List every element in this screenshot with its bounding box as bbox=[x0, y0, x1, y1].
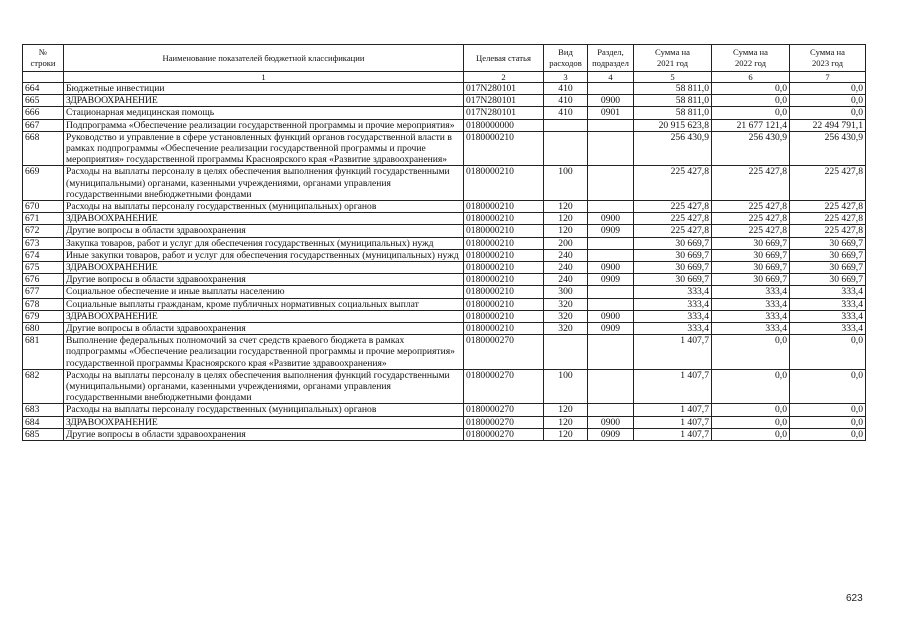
table-row bbox=[23, 335, 866, 370]
indicator-name: Расходы на выплаты персоналу государственных (муниципальных) органов bbox=[64, 404, 464, 416]
sum-2022: 0,0 bbox=[712, 369, 790, 404]
sum-2021: 1 407,7 bbox=[634, 416, 712, 428]
sum-2022: 333,4 bbox=[712, 298, 790, 310]
header-indicator-name: Наименование показателей бюджетной классификации bbox=[64, 45, 464, 72]
target-article: 0180000210 bbox=[464, 323, 544, 335]
sum-2021: 30 669,7 bbox=[634, 249, 712, 261]
header-row-number: № строки bbox=[23, 45, 64, 72]
target-article: 0180000270 bbox=[464, 369, 544, 404]
indicator-name: Другие вопросы в области здравоохранения bbox=[64, 428, 464, 440]
sum-2021: 1 407,7 bbox=[634, 335, 712, 370]
section-code bbox=[588, 83, 634, 95]
table-row bbox=[23, 404, 866, 416]
row-number: 668 bbox=[23, 131, 64, 166]
table-row bbox=[23, 286, 866, 298]
sum-2022: 30 669,7 bbox=[712, 249, 790, 261]
expense-type: 120 bbox=[544, 404, 588, 416]
sum-2023: 333,4 bbox=[790, 310, 866, 322]
sum-2023: 0,0 bbox=[790, 95, 866, 107]
sum-2023: 0,0 bbox=[790, 428, 866, 440]
target-article: 017N280101 bbox=[464, 83, 544, 95]
expense-type: 240 bbox=[544, 249, 588, 261]
sum-2021: 58 811,0 bbox=[634, 83, 712, 95]
target-article: 017N280101 bbox=[464, 107, 544, 119]
expense-type: 100 bbox=[544, 369, 588, 404]
table-row bbox=[23, 201, 866, 213]
section-code bbox=[588, 404, 634, 416]
sum-2022: 0,0 bbox=[712, 107, 790, 119]
sum-2022: 225 427,8 bbox=[712, 213, 790, 225]
sum-2022: 30 669,7 bbox=[712, 274, 790, 286]
sum-2022: 225 427,8 bbox=[712, 201, 790, 213]
sum-2023: 0,0 bbox=[790, 416, 866, 428]
indicator-name: Стационарная медицинская помощь bbox=[64, 107, 464, 119]
sum-2021: 30 669,7 bbox=[634, 262, 712, 274]
section-code: 0900 bbox=[588, 262, 634, 274]
target-article: 0180000210 bbox=[464, 310, 544, 322]
expense-type: 120 bbox=[544, 213, 588, 225]
indicator-name: Подпрограмма «Обеспечение реализации государственной программы и прочие мероприятия» bbox=[64, 119, 464, 131]
sum-2023: 225 427,8 bbox=[790, 225, 866, 237]
sum-2021: 333,4 bbox=[634, 286, 712, 298]
table-row bbox=[23, 262, 866, 274]
sum-2021: 225 427,8 bbox=[634, 225, 712, 237]
sum-2021: 225 427,8 bbox=[634, 213, 712, 225]
row-number: 667 bbox=[23, 119, 64, 131]
indicator-name: Бюджетные инвестиции bbox=[64, 83, 464, 95]
table-row bbox=[23, 237, 866, 249]
column-number: 6 bbox=[712, 72, 790, 83]
target-article: 0180000210 bbox=[464, 298, 544, 310]
sum-2023: 30 669,7 bbox=[790, 274, 866, 286]
table-row bbox=[23, 225, 866, 237]
row-number: 685 bbox=[23, 428, 64, 440]
table-row bbox=[23, 83, 866, 95]
row-number: 665 bbox=[23, 95, 64, 107]
target-article: 0180000210 bbox=[464, 274, 544, 286]
sum-2021: 1 407,7 bbox=[634, 428, 712, 440]
indicator-name: Другие вопросы в области здравоохранения bbox=[64, 225, 464, 237]
indicator-name: Социальные выплаты гражданам, кроме публичных нормативных социальных выплат bbox=[64, 298, 464, 310]
sum-2021: 333,4 bbox=[634, 298, 712, 310]
indicator-name: Выполнение федеральных полномочий за счет средств краевого бюджета в рамках подпрограммы «Обеспечение реализации государственной программы и прочие мероприятия» государственной программы Красноярского края «Развитие здравоохранения» bbox=[64, 335, 464, 370]
section-code bbox=[588, 286, 634, 298]
column-number: 1 bbox=[64, 72, 464, 83]
sum-2022: 30 669,7 bbox=[712, 262, 790, 274]
sum-2021: 1 407,7 bbox=[634, 369, 712, 404]
expense-type bbox=[544, 131, 588, 166]
section-code: 0900 bbox=[588, 310, 634, 322]
sum-2022: 30 669,7 bbox=[712, 237, 790, 249]
section-code bbox=[588, 201, 634, 213]
target-article: 0180000210 bbox=[464, 237, 544, 249]
expense-type: 120 bbox=[544, 416, 588, 428]
sum-2021: 58 811,0 bbox=[634, 95, 712, 107]
target-article: 0180000210 bbox=[464, 225, 544, 237]
table-row bbox=[23, 310, 866, 322]
sum-2021: 30 669,7 bbox=[634, 237, 712, 249]
header-target-article: Целевая статья bbox=[464, 45, 544, 72]
sum-2022: 0,0 bbox=[712, 335, 790, 370]
column-number: 7 bbox=[790, 72, 866, 83]
target-article: 0180000000 bbox=[464, 119, 544, 131]
table-row bbox=[23, 107, 866, 119]
indicator-name: Расходы на выплаты персоналу в целях обеспечения выполнения функций государственными (муниципальными) органами, казенными учреждениями, органами управления государственными внебюджетными фондами bbox=[64, 369, 464, 404]
sum-2023: 333,4 bbox=[790, 298, 866, 310]
target-article: 0180000210 bbox=[464, 249, 544, 261]
sum-2023: 0,0 bbox=[790, 369, 866, 404]
target-article: 0180000270 bbox=[464, 416, 544, 428]
sum-2022: 225 427,8 bbox=[712, 225, 790, 237]
target-article: 0180000210 bbox=[464, 166, 544, 201]
table-row bbox=[23, 369, 866, 404]
section-code bbox=[588, 335, 634, 370]
sum-2023: 333,4 bbox=[790, 323, 866, 335]
indicator-name: ЗДРАВООХРАНЕНИЕ bbox=[64, 213, 464, 225]
table-row bbox=[23, 166, 866, 201]
row-number: 666 bbox=[23, 107, 64, 119]
sum-2022: 333,4 bbox=[712, 323, 790, 335]
column-number: 2 bbox=[464, 72, 544, 83]
column-number: 3 bbox=[544, 72, 588, 83]
sum-2022: 0,0 bbox=[712, 428, 790, 440]
sum-2023: 0,0 bbox=[790, 404, 866, 416]
sum-2021: 333,4 bbox=[634, 323, 712, 335]
target-article: 0180000270 bbox=[464, 335, 544, 370]
sum-2022: 333,4 bbox=[712, 310, 790, 322]
table-row bbox=[23, 119, 866, 131]
target-article: 0180000270 bbox=[464, 404, 544, 416]
expense-type: 300 bbox=[544, 286, 588, 298]
row-number: 670 bbox=[23, 201, 64, 213]
table-body bbox=[23, 83, 866, 441]
section-code: 0901 bbox=[588, 107, 634, 119]
expense-type: 410 bbox=[544, 107, 588, 119]
sum-2023: 333,4 bbox=[790, 286, 866, 298]
indicator-name: Другие вопросы в области здравоохранения bbox=[64, 274, 464, 286]
sum-2022: 0,0 bbox=[712, 416, 790, 428]
sum-2021: 225 427,8 bbox=[634, 201, 712, 213]
sum-2023: 30 669,7 bbox=[790, 262, 866, 274]
table-row bbox=[23, 213, 866, 225]
expense-type: 410 bbox=[544, 95, 588, 107]
header-sum-2023: Сумма на 2023 год bbox=[790, 45, 866, 72]
row-number: 673 bbox=[23, 237, 64, 249]
header-sum-2021: Сумма на 2021 год bbox=[634, 45, 712, 72]
table-row bbox=[23, 416, 866, 428]
indicator-name: ЗДРАВООХРАНЕНИЕ bbox=[64, 95, 464, 107]
row-number: 675 bbox=[23, 262, 64, 274]
expense-type: 320 bbox=[544, 298, 588, 310]
indicator-name: Другие вопросы в области здравоохранения bbox=[64, 323, 464, 335]
target-article: 0180000270 bbox=[464, 428, 544, 440]
row-number: 671 bbox=[23, 213, 64, 225]
expense-type: 120 bbox=[544, 428, 588, 440]
table-row bbox=[23, 323, 866, 335]
indicator-name: Расходы на выплаты персоналу в целях обеспечения выполнения функций государственными (муниципальными) органами, казенными учреждениями, органами управления государственными внебюджетными фондами bbox=[64, 166, 464, 201]
page-number: 623 bbox=[846, 593, 863, 604]
expense-type: 410 bbox=[544, 83, 588, 95]
section-code bbox=[588, 131, 634, 166]
table-row bbox=[23, 131, 866, 166]
section-code bbox=[588, 298, 634, 310]
table-row bbox=[23, 95, 866, 107]
target-article: 0180000210 bbox=[464, 201, 544, 213]
sum-2021: 225 427,8 bbox=[634, 166, 712, 201]
row-number: 679 bbox=[23, 310, 64, 322]
row-number: 669 bbox=[23, 166, 64, 201]
section-code: 0909 bbox=[588, 225, 634, 237]
sum-2023: 30 669,7 bbox=[790, 237, 866, 249]
row-number: 684 bbox=[23, 416, 64, 428]
expense-type: 320 bbox=[544, 310, 588, 322]
sum-2022: 21 677 121,4 bbox=[712, 119, 790, 131]
target-article: 017N280101 bbox=[464, 95, 544, 107]
table-row bbox=[23, 428, 866, 440]
indicator-name: Руководство и управление в сфере установленных функций органов государственной власти в рамках подпрограммы «Обеспечение реализации государственной программы и прочие мероприятия» государственной программы Красноярского края «Развитие здравоохранения» bbox=[64, 131, 464, 166]
section-code: 0900 bbox=[588, 213, 634, 225]
section-code bbox=[588, 237, 634, 249]
expense-type: 100 bbox=[544, 166, 588, 201]
sum-2023: 30 669,7 bbox=[790, 249, 866, 261]
sum-2021: 20 915 623,8 bbox=[634, 119, 712, 131]
sum-2023: 22 494 791,1 bbox=[790, 119, 866, 131]
table-row bbox=[23, 298, 866, 310]
column-number: 5 bbox=[634, 72, 712, 83]
expense-type bbox=[544, 119, 588, 131]
sum-2022: 333,4 bbox=[712, 286, 790, 298]
budget-table bbox=[22, 44, 866, 441]
target-article: 0180000210 bbox=[464, 131, 544, 166]
row-number: 678 bbox=[23, 298, 64, 310]
section-code: 0909 bbox=[588, 274, 634, 286]
section-code bbox=[588, 369, 634, 404]
row-number: 674 bbox=[23, 249, 64, 261]
section-code: 0900 bbox=[588, 95, 634, 107]
table-row bbox=[23, 249, 866, 261]
header-sum-2022: Сумма на 2022 год bbox=[712, 45, 790, 72]
expense-type bbox=[544, 335, 588, 370]
expense-type: 120 bbox=[544, 201, 588, 213]
indicator-name: Социальное обеспечение и иные выплаты населению bbox=[64, 286, 464, 298]
column-number: 4 bbox=[588, 72, 634, 83]
indicator-name: Расходы на выплаты персоналу государственных (муниципальных) органов bbox=[64, 201, 464, 213]
indicator-name: Закупка товаров, работ и услуг для обеспечения государственных (муниципальных) нужд bbox=[64, 237, 464, 249]
target-article: 0180000210 bbox=[464, 262, 544, 274]
indicator-name: ЗДРАВООХРАНЕНИЕ bbox=[64, 416, 464, 428]
indicator-name: ЗДРАВООХРАНЕНИЕ bbox=[64, 262, 464, 274]
section-code: 0900 bbox=[588, 416, 634, 428]
sum-2021: 333,4 bbox=[634, 310, 712, 322]
sum-2023: 0,0 bbox=[790, 83, 866, 95]
sum-2022: 0,0 bbox=[712, 83, 790, 95]
expense-type: 320 bbox=[544, 323, 588, 335]
sum-2022: 0,0 bbox=[712, 95, 790, 107]
column-number-row bbox=[23, 72, 866, 83]
row-number: 682 bbox=[23, 369, 64, 404]
sum-2023: 256 430,9 bbox=[790, 131, 866, 166]
column-number bbox=[23, 72, 64, 83]
sum-2021: 58 811,0 bbox=[634, 107, 712, 119]
table-row bbox=[23, 274, 866, 286]
header-section: Раздел, подраздел bbox=[588, 45, 634, 72]
section-code bbox=[588, 249, 634, 261]
expense-type: 240 bbox=[544, 274, 588, 286]
sum-2022: 225 427,8 bbox=[712, 166, 790, 201]
section-code: 0909 bbox=[588, 323, 634, 335]
row-number: 672 bbox=[23, 225, 64, 237]
sum-2023: 225 427,8 bbox=[790, 201, 866, 213]
sum-2022: 0,0 bbox=[712, 404, 790, 416]
row-number: 664 bbox=[23, 83, 64, 95]
sum-2023: 225 427,8 bbox=[790, 213, 866, 225]
sum-2023: 225 427,8 bbox=[790, 166, 866, 201]
expense-type: 240 bbox=[544, 262, 588, 274]
section-code bbox=[588, 119, 634, 131]
sum-2023: 0,0 bbox=[790, 335, 866, 370]
sum-2021: 1 407,7 bbox=[634, 404, 712, 416]
expense-type: 120 bbox=[544, 225, 588, 237]
row-number: 683 bbox=[23, 404, 64, 416]
target-article: 0180000210 bbox=[464, 286, 544, 298]
header-row bbox=[23, 45, 866, 72]
expense-type: 200 bbox=[544, 237, 588, 249]
section-code: 0909 bbox=[588, 428, 634, 440]
row-number: 680 bbox=[23, 323, 64, 335]
row-number: 681 bbox=[23, 335, 64, 370]
target-article: 0180000210 bbox=[464, 213, 544, 225]
row-number: 677 bbox=[23, 286, 64, 298]
row-number: 676 bbox=[23, 274, 64, 286]
header-expense-type: Вид расходов bbox=[544, 45, 588, 72]
indicator-name: ЗДРАВООХРАНЕНИЕ bbox=[64, 310, 464, 322]
sum-2023: 0,0 bbox=[790, 107, 866, 119]
sum-2021: 256 430,9 bbox=[634, 131, 712, 166]
sum-2022: 256 430,9 bbox=[712, 131, 790, 166]
indicator-name: Иные закупки товаров, работ и услуг для обеспечения государственных (муниципальных) нужд bbox=[64, 249, 464, 261]
section-code bbox=[588, 166, 634, 201]
sum-2021: 30 669,7 bbox=[634, 274, 712, 286]
